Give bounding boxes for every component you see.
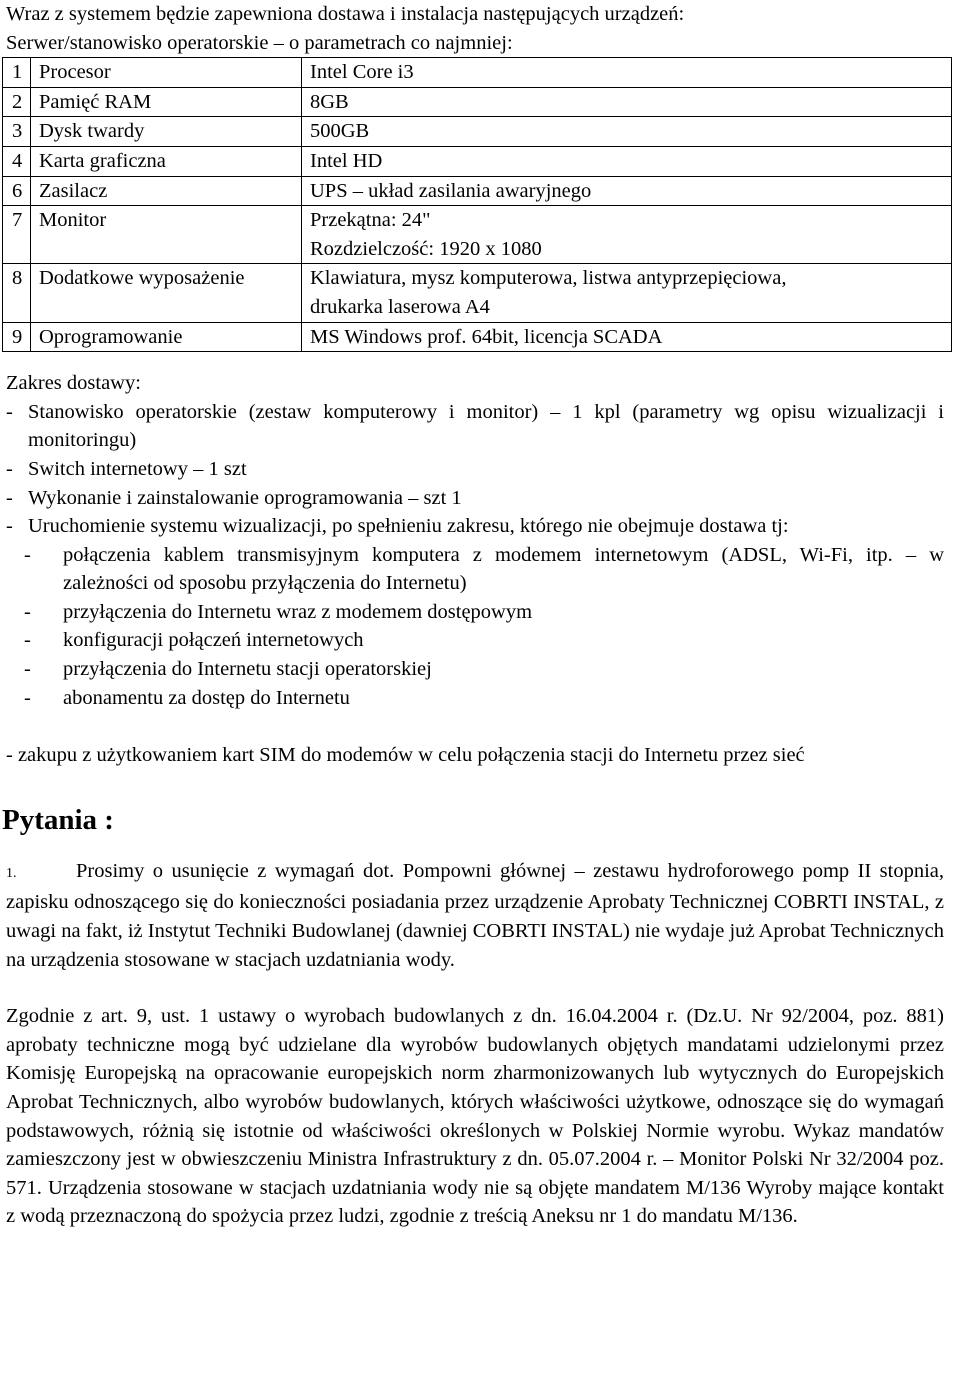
parameter-name: Monitor: [31, 206, 302, 264]
value-line: UPS – układ zasilania awaryjnego: [310, 179, 592, 202]
row-number: 2: [3, 87, 31, 117]
parameter-value: [302, 264, 952, 322]
zakres-title: Zakres dostawy:: [6, 372, 141, 395]
parameter-value: [302, 87, 952, 117]
parameter-name: Pamięć RAM: [31, 87, 302, 117]
question-text: Prosimy o usunięcie z wymagań dot. Pompowni głównej – zestawu hydroforowego pomp II stopnia, zapisku odnoszącego się do konieczności posiadania przez urządzenie Aprobaty Technicznej COBRTI INSTAL, z uwagi na fakt, iż Instytut Techniki Budowlanej (dawniej COBRTI INSTAL) nie wydaje już Aprobat Technicznych na urządzenia stosowane w stacjach uzdatniania wody.: [6, 859, 944, 971]
parameter-value: [302, 58, 952, 88]
sublist-item: - połączenia kablem transmisyjnym komputera z modemem internetowym (ADSL, Wi-Fi, itp. – w zależności od sposobu przyłączenia do Internetu): [6, 541, 944, 598]
table-row: [3, 322, 952, 352]
value-line: 8GB: [310, 90, 349, 113]
document-page: [2, 0, 944, 1231]
sublist-item: - przyłączenia do Internetu wraz z modemem dostępowym: [6, 598, 944, 627]
parameter-name: Procesor: [31, 58, 302, 88]
list-item: - Uruchomienie systemu wizualizacji, po spełnieniu zakresu, którego nie obejmuje dostawa tj:: [6, 512, 944, 541]
table-row: [3, 117, 952, 147]
parameter-name: Karta graficzna: [31, 146, 302, 176]
value-line: Przekątna: 24": [310, 209, 431, 232]
question-1: [6, 857, 944, 974]
list-item: - Stanowisko operatorskie (zestaw komputerowy i monitor) – 1 kpl (parametry wg opisu wizualizacji i monitoringu): [6, 398, 944, 455]
parameter-value: [302, 117, 952, 147]
table-row: [3, 87, 952, 117]
table-row: [3, 176, 952, 206]
value-line: drukarka laserowa A4: [310, 295, 490, 318]
value-line: Klawiatura, mysz komputerowa, listwa antyprzepięciowa,: [310, 267, 787, 290]
row-number: 7: [3, 206, 31, 264]
pytania-heading: Pytania :: [2, 803, 114, 836]
value-line: Intel HD: [310, 149, 383, 172]
value-line: 500GB: [310, 120, 370, 143]
value-line: Intel Core i3: [310, 61, 414, 84]
row-number: 6: [3, 176, 31, 206]
parameter-value: [302, 146, 952, 176]
intro-line-2: Serwer/stanowisko operatorskie – o parametrach co najmniej:: [6, 31, 513, 54]
parameter-name: Dodatkowe wyposażenie: [31, 264, 302, 322]
zakres-sublist: [6, 541, 944, 713]
list-item: - Wykonanie i zainstalowanie oprogramowania – szt 1: [6, 484, 944, 513]
zakres-section: [6, 369, 944, 770]
parameter-name: Dysk twardy: [31, 117, 302, 147]
row-number: 8: [3, 264, 31, 322]
parameter-value: [302, 176, 952, 206]
zakres-list: [6, 398, 944, 541]
spec-table: [2, 57, 952, 352]
row-number: 9: [3, 322, 31, 352]
row-number: 4: [3, 146, 31, 176]
answer-paragraph: Zgodnie z art. 9, ust. 1 ustawy o wyrobach budowlanych z dn. 16.04.2004 r. (Dz.U. Nr 92/2004, poz. 881) aprobaty techniczne mogą być udzielane dla wyrobów budowlanych objętych mandatami udzielonymi przez Komisję Europejską na opracowanie europejskich norm zharmonizowanych lub wytycznych do Europejskich Aprobat Technicznych, albo wyrobów budowlanych, których właściwości użytkowe, odnoszące się do wymagań podstawowych, różnią się istotnie od właściwości określonych w Polskiej Normie wyrobu. Wykaz mandatów zamieszczony jest w obwieszczeniu Ministra Infrastruktury z dn. 05.07.2004 r. – Monitor Polski Nr 32/2004 poz. 571. Urządzenia stosowane w stacjach uzdatniania wody nie są objęte mandatem M/136 Wyroby mające kontakt z wodą przeznaczoną do spożycia przez ludzi, zgodnie z treścią Aneksu nr 1 do mandatu M/136.: [6, 1005, 944, 1228]
row-number: 1: [3, 58, 31, 88]
sublist-item: - przyłączenia do Internetu stacji operatorskiej: [6, 655, 944, 684]
intro-line-1: Wraz z systemem będzie zapewniona dostawa i instalacja następujących urządzeń:: [6, 3, 685, 25]
value-line: Rozdzielczość: 1920 x 1080: [310, 237, 542, 260]
table-row: [3, 58, 952, 88]
parameter-value: [302, 206, 952, 264]
table-row: [3, 206, 952, 264]
table-row: [3, 146, 952, 176]
parameter-name: Oprogramowanie: [31, 322, 302, 352]
sublist-item: - konfiguracji połączeń internetowych: [6, 626, 944, 655]
table-row: [3, 264, 952, 322]
value-line: MS Windows prof. 64bit, licencja SCADA: [310, 325, 663, 348]
list-item: - Switch internetowy – 1 szt: [6, 455, 944, 484]
row-number: 3: [3, 117, 31, 147]
sim-note: - zakupu z użytkowaniem kart SIM do modemów w celu połączenia stacji do Internetu przez sieć: [6, 744, 805, 767]
parameter-value: [302, 322, 952, 352]
question-number: 1.: [6, 865, 17, 881]
sublist-item: - abonamentu za dostęp do Internetu: [6, 684, 944, 713]
parameter-name: Zasilacz: [31, 176, 302, 206]
